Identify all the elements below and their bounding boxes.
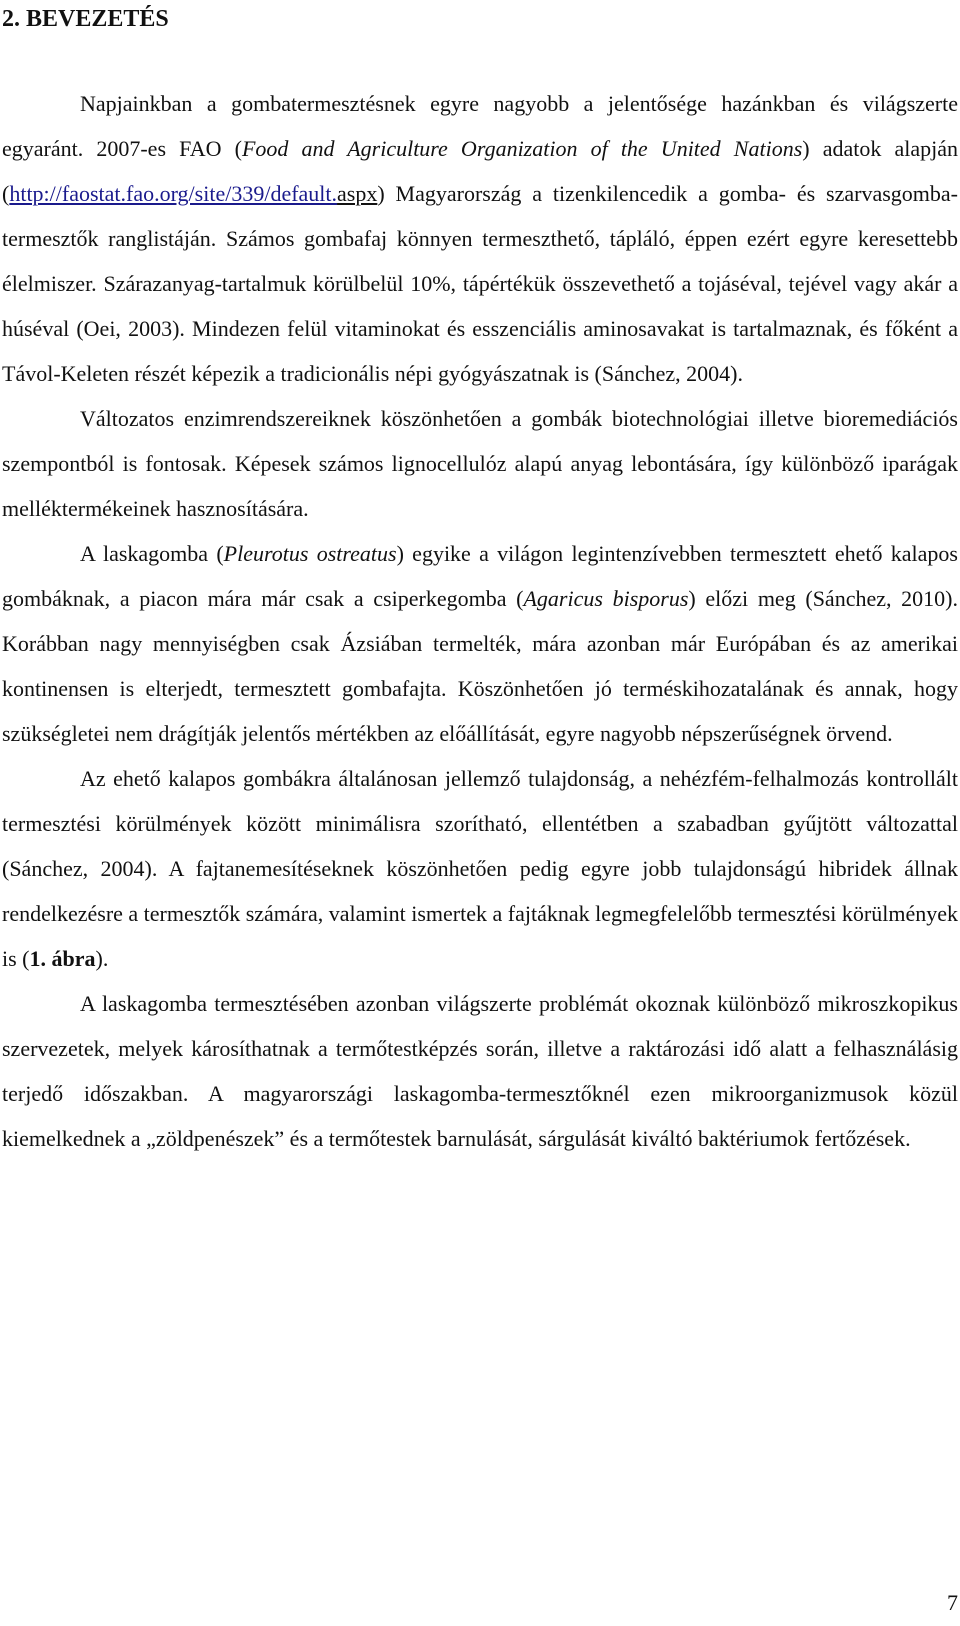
paragraph-3 xyxy=(2,531,958,756)
section-heading: 2. BEVEZETÉS xyxy=(2,6,169,32)
p1-text-a: Napjainkban a gombatermesztésnek egyre nagyobb a jelentősége hazánkban és világszerte egyaránt. 2007-es FAO ( xyxy=(2,91,958,161)
p1-text-c: ) Magyarország a tizenkilencedik a gomba- és szarvasgomba-termesztők ranglistáján. Számos gombafaj könnyen termeszthető, tápláló, éppen ezért egyre keresettebb élelmiszer. Szárazanyag-tartalmuk körülbelül 10%, tápértékük összevethető a tojáséval, tejével vagy akár a húséval (Oei, 2003). Mindezen felül vitaminokat és esszenciális aminosavakat is tartalmaznak, és főként a Távol-Keleten részét képezik a tradicionális népi gyógyászatnak is (Sánchez, 2004). xyxy=(2,181,958,386)
p2-text: Változatos enzimrendszereiknek köszönhetően a gombák biotechnológiai illetve bioremediációs szempontból is fontosak. Képesek számos lignocellulóz alapú anyag lebontására, így különböző iparágak melléktermékeinek hasznosítására. xyxy=(2,406,958,521)
faostat-link[interactable]: http://faostat.fao.org/site/339/default. xyxy=(9,181,338,206)
p3-text-b: ) egyike a világon legintenzívebben termesztett ehető kalapos gombáknak, a piacon mára már csak a csiperkegomba ( xyxy=(2,541,958,611)
paragraph-5 xyxy=(2,981,958,1161)
p5-text: A laskagomba termesztésében azonban világszerte problémát okoznak különböző mikroszkopikus szervezetek, melyek károsíthatnak a termőtestképzés során, illetve a raktározási idő alatt a felhasználásig terjedő időszakban. A magyarországi laskagomba-termesztőknél ezen mikroorganizmusok közül kiemelkednek a „zöldpenészek” és a termőtestek barnulását, sárgulását kiváltó baktériumok fertőzések. xyxy=(2,991,958,1151)
p3-species-pleurotus: Pleurotus ostreatus xyxy=(223,541,397,566)
p4-text-b: ). xyxy=(95,946,109,971)
p3-text-a: A laskagomba ( xyxy=(80,541,224,566)
p1-text-b: ) adatok alapján ( xyxy=(2,136,958,206)
p3-species-agaricus: Agaricus bisporus xyxy=(523,586,689,611)
paragraph-4 xyxy=(2,756,958,981)
p4-text-a: Az ehető kalapos gombákra általánosan jellemző tulajdonság, a nehézfém-felhalmozás kontrollált termesztési körülmények között minimálisra szorítható, ellentétben a szabadban gyűjtött változattal (Sánchez, 2004). A fajtanemesítéseknek köszönhetően pedig egyre jobb tulajdonságú hibridek állnak rendelkezésre a termesztők számára, valamint ismertek a fajtáknak legmegfelelőbb termesztési körülmények is ( xyxy=(2,766,958,971)
p3-text-c: ) előzi meg (Sánchez, 2010). Korábban nagy mennyiségben csak Ázsiában termelték, mára azonban már Európában és az amerikai kontinensen is elterjedt, termesztett gombafajta. Köszönhetően jó terméskihozatalának és annak, hogy szükségletei nem drágítják jelentős mértékben az előállítását, egyre nagyobb népszerűségnek örvend. xyxy=(2,586,958,746)
p1-fao-full-name: Food and Agriculture Organization of the United Nations xyxy=(241,136,803,161)
page-number: 7 xyxy=(947,1590,958,1615)
body-text xyxy=(2,81,958,1161)
paragraph-2 xyxy=(2,396,958,531)
figure-reference: 1. ábra xyxy=(29,946,96,971)
paragraph-1 xyxy=(2,81,958,396)
faostat-link-suffix[interactable]: aspx xyxy=(337,181,378,206)
